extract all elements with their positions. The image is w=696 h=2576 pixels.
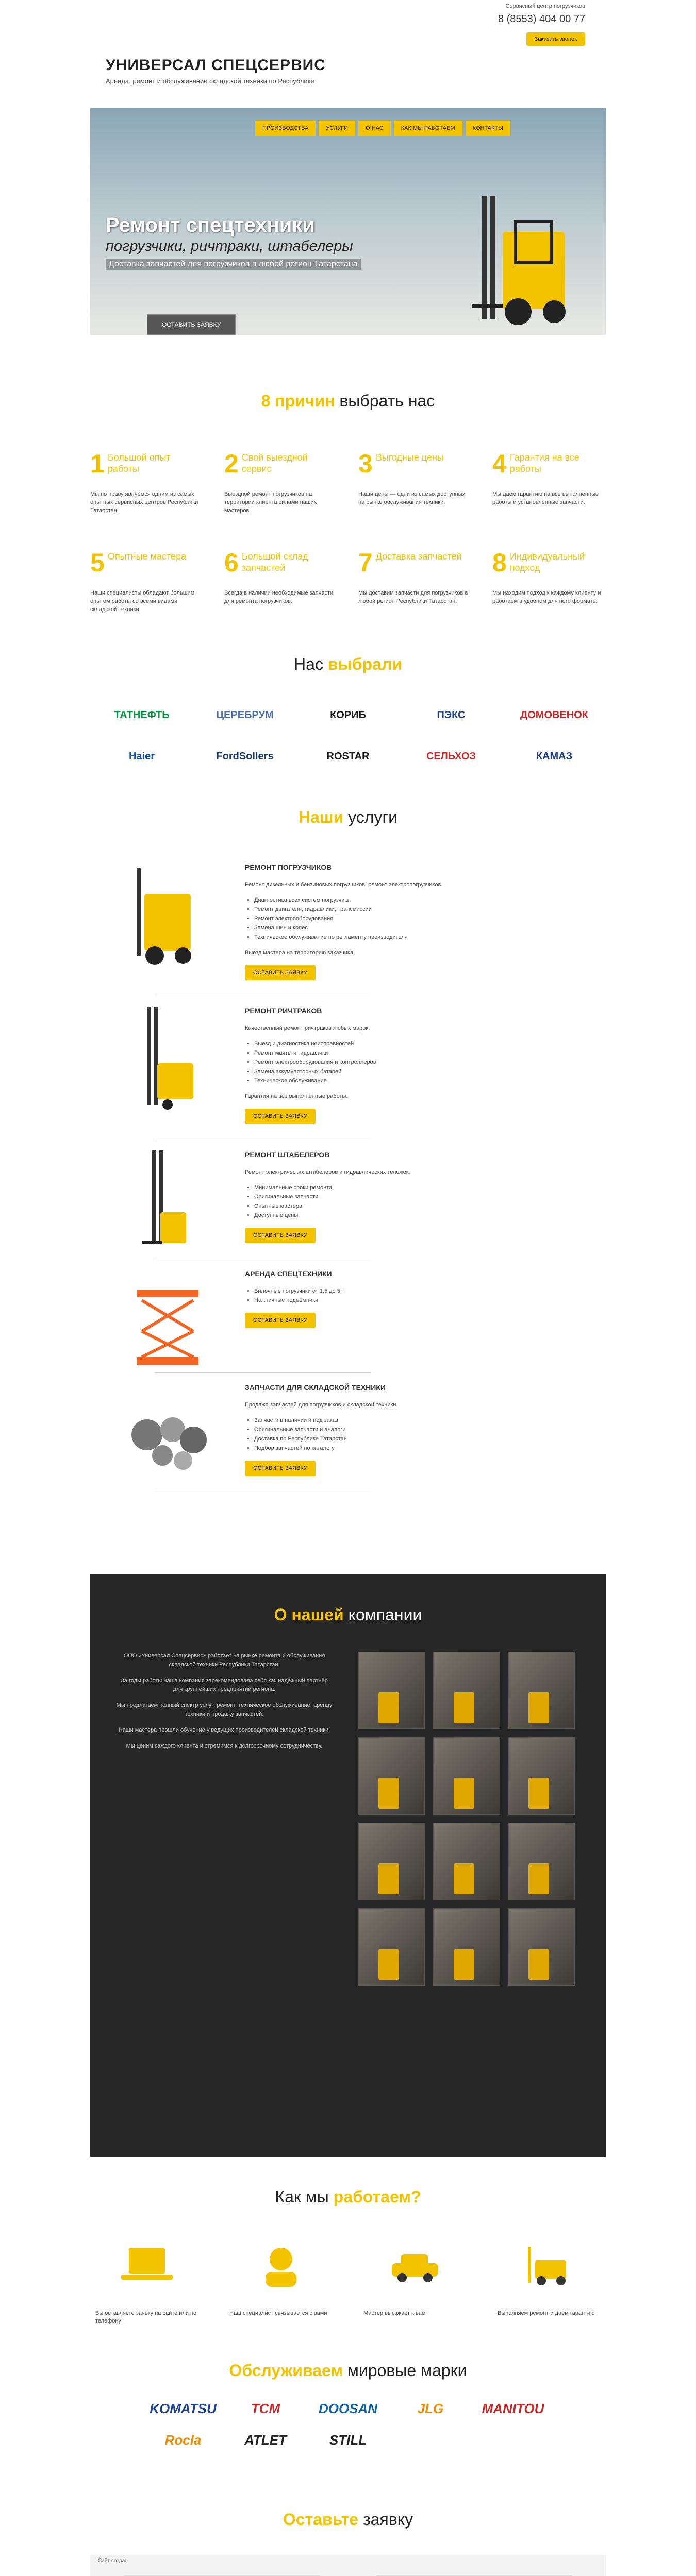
service-bullets bbox=[245, 896, 461, 941]
photo-1 bbox=[358, 1652, 425, 1729]
partner-logo: ПЭКС bbox=[437, 709, 466, 721]
nav-item-production[interactable]: ПРОИЗВОДСТВА bbox=[255, 121, 316, 136]
step-request: Вы оставляете заявку на сайте или по телефону bbox=[90, 2243, 204, 2325]
service-intro: Ремонт электрических штабелеров и гидравлических тележек. bbox=[245, 1169, 410, 1175]
service-bullet: • Оригинальные запчасти bbox=[254, 1193, 461, 1201]
partner-logo: ЦЕРЕБРУМ bbox=[216, 709, 274, 721]
service-bullet: • Вилочные погрузчики от 1,5 до 5 т bbox=[254, 1287, 461, 1295]
site-title: УНИВЕРСАЛ СПЕЦСЕРВИС bbox=[106, 57, 326, 74]
photo-5 bbox=[433, 1737, 500, 1815]
reason-title: Гарантия на все работы bbox=[509, 452, 579, 474]
reasons-grid bbox=[90, 449, 606, 614]
nav-item-how[interactable]: КАК МЫ РАБОТАЕМ bbox=[394, 121, 462, 136]
step-call: Наш специалист связывается с вами bbox=[224, 2243, 338, 2325]
service-intro: Качественный ремонт ричтраков любых марок. bbox=[245, 1025, 370, 1031]
photo-10 bbox=[358, 1908, 425, 1986]
partner-logo: ROSTAR bbox=[326, 750, 370, 762]
reason-text: Всегда в наличии необходимые запчасти для ремонта погрузчиков. bbox=[224, 590, 334, 604]
photo-3 bbox=[508, 1652, 575, 1729]
service-bullets bbox=[245, 1287, 461, 1304]
service-bullet: • Техническое обслуживание по регламенту производителя bbox=[254, 933, 461, 941]
service-bullet: • Оригинальные запчасти и аналоги bbox=[254, 1426, 461, 1434]
about-title: О нашей компании bbox=[274, 1605, 422, 1624]
service-bullet: • Запчасти в наличии и под заказ bbox=[254, 1416, 461, 1425]
reason-text: Мы по праву являемся одним из самых опытных сервисных центров Республики Татарстан. bbox=[90, 491, 198, 514]
brand-logo: KOMATSU bbox=[150, 2401, 217, 2416]
reason-text: Выездной ремонт погрузчиков на территории клиента силами наших мастеров. bbox=[224, 491, 317, 514]
partners-section bbox=[0, 655, 696, 767]
service-bullet: • Подбор запчастей по каталогу bbox=[254, 1444, 461, 1452]
photo-11 bbox=[433, 1908, 500, 1986]
service-bullet: • Ремонт электрооборудования bbox=[254, 914, 461, 923]
service-bullet: • Доступные цены bbox=[254, 1211, 461, 1219]
service-item bbox=[90, 1140, 606, 1259]
partner-logo: СЕЛЬХОЗ bbox=[426, 750, 476, 762]
service-bullets bbox=[245, 1040, 461, 1085]
service-note: Выезд мастера на территорию заказчика. bbox=[245, 950, 355, 956]
about-paragraph: За годы работы наша компания зарекомендовала себя как надёжный партнёр для крупнейших предприятий региона. bbox=[121, 1677, 328, 1692]
nav-item-about[interactable]: О НАС bbox=[358, 121, 391, 136]
callback-button[interactable]: Заказать звонок bbox=[526, 32, 585, 46]
reason-item bbox=[358, 449, 472, 515]
how-title: Как мы работаем? bbox=[275, 2188, 421, 2206]
header-phone[interactable]: 8 (8553) 404 00 77 bbox=[498, 13, 585, 25]
forklift-icon bbox=[518, 2243, 580, 2294]
request-section bbox=[0, 2510, 696, 2576]
services-section bbox=[0, 808, 696, 1492]
about-text bbox=[116, 1652, 333, 1758]
brand-logo: MANITOU bbox=[482, 2401, 544, 2416]
service-image bbox=[90, 1140, 245, 1259]
service-item bbox=[90, 1259, 606, 1372]
reason-title: Опытные мастера bbox=[107, 551, 187, 562]
partner-logo: ДОМОВЕНОК bbox=[520, 709, 588, 721]
reason-item bbox=[90, 548, 204, 614]
partners-title: Нас выбрали bbox=[294, 655, 402, 673]
service-bullet: • Доставка по Республике Татарстан bbox=[254, 1435, 461, 1443]
services-list bbox=[0, 853, 696, 1492]
car-icon bbox=[384, 2243, 446, 2294]
steps bbox=[90, 2243, 606, 2325]
service-bullets bbox=[245, 1416, 461, 1452]
nav-item-contacts[interactable]: КОНТАКТЫ bbox=[466, 121, 510, 136]
brand-logo: ATLET bbox=[244, 2432, 287, 2448]
service-bullet: • Ремонт двигателя, гидравлики, трансмиссии bbox=[254, 905, 461, 913]
services-title: Наши услуги bbox=[299, 808, 397, 826]
forklift-image bbox=[472, 185, 575, 330]
reason-number: 8 bbox=[492, 548, 507, 577]
reason-number: 1 bbox=[90, 449, 105, 478]
service-note: Гарантия на все выполненные работы. bbox=[245, 1093, 348, 1099]
reason-item bbox=[90, 449, 204, 515]
service-body bbox=[245, 1259, 461, 1372]
reason-title: Выгодные цены bbox=[375, 452, 444, 463]
service-title: РЕМОНТ ПОГРУЗЧИКОВ bbox=[245, 863, 332, 871]
reason-title: Свой выездной сервис bbox=[241, 452, 308, 474]
hero-subtitle: погрузчики, ричтраки, штабелеры bbox=[106, 238, 353, 255]
reason-text: Мы доставим запчасти для погрузчиков в любой регион Республики Татарстан. bbox=[358, 590, 468, 604]
service-bullet: • Замена аккумуляторных батарей bbox=[254, 1067, 461, 1076]
service-title: ЗАПЧАСТИ ДЛЯ СКЛАДСКОЙ ТЕХНИКИ bbox=[245, 1383, 386, 1392]
reason-item bbox=[492, 548, 606, 614]
brands-title: Обслуживаем мировые марки bbox=[229, 2361, 467, 2380]
brand-logo: Rocla bbox=[164, 2432, 202, 2448]
service-bullet: • Ремонт электрооборудования и контроллеров bbox=[254, 1058, 461, 1066]
service-bullet: • Замена шин и колёс bbox=[254, 924, 461, 932]
service-bullet: • Техническое обслуживание bbox=[254, 1077, 461, 1085]
step-repair: Выполняем ремонт и даём гарантию bbox=[492, 2243, 606, 2325]
reason-item bbox=[224, 449, 338, 515]
hero-title: Ремонт спецтехники bbox=[106, 214, 315, 236]
service-request-button[interactable]: ОСТАВИТЬ ЗАЯВКУ bbox=[245, 1461, 316, 1476]
service-body bbox=[245, 996, 461, 1140]
reason-number: 3 bbox=[358, 449, 373, 478]
service-image bbox=[90, 1259, 245, 1372]
laptop-icon bbox=[116, 2243, 178, 2294]
about-paragraph: Наши мастера прошли обучение у ведущих производителей складской техники. bbox=[118, 1727, 330, 1733]
main-nav bbox=[255, 121, 510, 136]
brand-logo: STILL bbox=[329, 2432, 367, 2448]
service-item bbox=[90, 853, 606, 996]
photo-6 bbox=[508, 1737, 575, 1815]
partner-logo: Haier bbox=[128, 750, 155, 762]
service-bullets bbox=[245, 1183, 461, 1219]
service-bullet: • Минимальные сроки ремонта bbox=[254, 1183, 461, 1192]
reason-item bbox=[224, 548, 338, 614]
brand-grid bbox=[142, 2401, 554, 2448]
reason-title: Большой опыт работы bbox=[107, 452, 171, 474]
partner-logo: КОРИБ bbox=[330, 709, 366, 721]
reason-text: Мы даём гарантию на все выполненные работы и установленные запчасти. bbox=[492, 491, 599, 505]
service-request-button[interactable]: ОСТАВИТЬ ЗАЯВКУ bbox=[245, 1228, 316, 1243]
service-body bbox=[245, 853, 461, 996]
request-title: Оставьте заявку bbox=[283, 2510, 413, 2529]
service-bullet: • Опытные мастера bbox=[254, 1202, 461, 1210]
about-paragraph: ООО «Универсал Спецсервис» работает на рынке ремонта и обслуживания складской техники Республики Татарстан. bbox=[123, 1653, 325, 1668]
photo-7 bbox=[358, 1823, 425, 1900]
reason-title: Большой склад запчастей bbox=[241, 551, 308, 573]
service-title: РЕМОНТ ШТАБЕЛЕРОВ bbox=[245, 1150, 330, 1159]
partner-logos bbox=[90, 705, 606, 767]
photo-9 bbox=[508, 1823, 575, 1900]
site-header bbox=[90, 0, 606, 85]
partner-logo: ТАТНЕФТЬ bbox=[114, 709, 170, 721]
reasons-section bbox=[0, 392, 696, 614]
reason-item bbox=[358, 548, 472, 614]
service-intro: Продажа запчастей для погрузчиков и складской техники. bbox=[245, 1402, 398, 1408]
reason-number: 6 bbox=[224, 548, 239, 577]
header-note: Сервисный центр погрузчиков bbox=[505, 3, 585, 9]
reason-text: Наши специалисты обладают большим опытом работы со всеми видами складской техники. bbox=[90, 590, 195, 613]
step-visit: Мастер выезжает к вам bbox=[358, 2243, 472, 2325]
about-paragraph: Мы ценим каждого клиента и стремимся к долгосрочному сотрудничеству. bbox=[126, 1743, 323, 1749]
service-title: РЕМОНТ РИЧТРАКОВ bbox=[245, 1007, 322, 1015]
reason-number: 7 bbox=[358, 548, 373, 577]
service-bullet: • Ножничные подъёмники bbox=[254, 1296, 461, 1304]
header-contacts bbox=[498, 3, 585, 46]
brand-logo: TCM bbox=[251, 2401, 280, 2416]
service-item bbox=[90, 996, 606, 1140]
service-body bbox=[245, 1373, 461, 1492]
photo-8 bbox=[433, 1823, 500, 1900]
service-title: АРЕНДА СПЕЦТЕХНИКИ bbox=[245, 1269, 332, 1278]
hero-banner bbox=[90, 108, 606, 335]
service-bullet: • Ремонт мачты и гидравлики bbox=[254, 1049, 461, 1057]
reason-text: Наши цены — одни из самых доступных на рынке обслуживания техники. bbox=[358, 491, 466, 505]
partner-logo: FordSollers bbox=[216, 750, 274, 762]
hero-tagline: Доставка запчастей для погрузчиков в любой регион Татарстана bbox=[106, 259, 361, 270]
service-image bbox=[90, 996, 245, 1140]
how-section bbox=[0, 2188, 696, 2325]
photo-12 bbox=[508, 1908, 575, 1986]
reason-item bbox=[492, 449, 606, 515]
brand-logo: DOOSAN bbox=[318, 2401, 378, 2416]
service-request-button[interactable]: ОСТАВИТЬ ЗАЯВКУ bbox=[245, 1313, 316, 1328]
operator-icon bbox=[250, 2243, 312, 2294]
reason-text: Мы находим подход к каждому клиенту и работаем в удобном для него формате. bbox=[492, 590, 601, 604]
service-bullet: • Диагностика всех систем погрузчика bbox=[254, 896, 461, 904]
service-bullet: • Выезд и диагностика неисправностей bbox=[254, 1040, 461, 1048]
service-image bbox=[90, 1373, 245, 1492]
about-paragraph: Мы предлагаем полный спектр услуг: ремонт, техническое обслуживание, аренду техники и продажу запчастей. bbox=[116, 1702, 333, 1717]
about-section bbox=[90, 1574, 606, 2157]
reasons-title: 8 причин выбрать нас bbox=[261, 392, 435, 410]
service-item bbox=[90, 1373, 606, 1492]
service-request-button[interactable]: ОСТАВИТЬ ЗАЯВКУ bbox=[245, 1109, 316, 1124]
brand-logo: JLG bbox=[417, 2401, 444, 2416]
reason-number: 5 bbox=[90, 548, 105, 577]
service-image bbox=[90, 853, 245, 996]
service-intro: Ремонт дизельных и бензиновых погрузчиков, ремонт электропогрузчиков. bbox=[245, 882, 443, 888]
brands-section bbox=[0, 2361, 696, 2448]
photo-4 bbox=[358, 1737, 425, 1815]
photo-2 bbox=[433, 1652, 500, 1729]
service-request-button[interactable]: ОСТАВИТЬ ЗАЯВКУ bbox=[245, 965, 316, 980]
about-photos bbox=[358, 1652, 575, 1986]
hero-request-button[interactable]: ОСТАВИТЬ ЗАЯВКУ bbox=[147, 314, 236, 335]
reason-number: 4 bbox=[492, 449, 507, 478]
partner-logo: КАМАЗ bbox=[536, 750, 573, 762]
site-subtitle: Аренда, ремонт и обслуживание складской техники по Республике bbox=[106, 77, 314, 85]
request-form bbox=[90, 2555, 606, 2576]
reason-title: Индивидуальный подход bbox=[509, 551, 585, 573]
nav-item-services[interactable]: УСЛУГИ bbox=[319, 121, 355, 136]
reason-number: 2 bbox=[224, 449, 239, 478]
reason-title: Доставка запчастей bbox=[375, 551, 462, 562]
service-body bbox=[245, 1140, 461, 1259]
bottom-note: Сайт создан bbox=[98, 2558, 128, 2564]
